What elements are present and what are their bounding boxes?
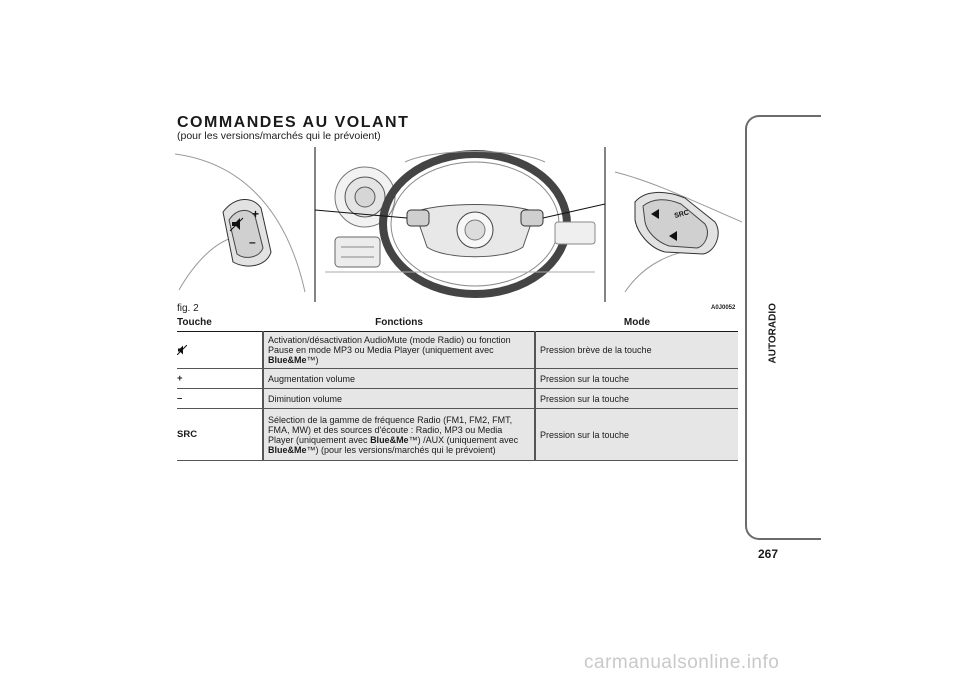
- mode-mute: Pression brève de la touche: [535, 332, 738, 369]
- header-fonctions: Fonctions: [375, 317, 423, 328]
- mute-speaker-icon: [177, 345, 187, 355]
- watermark: carmanualsonline.info: [584, 652, 780, 673]
- table-row: [177, 332, 738, 369]
- mode-src: Pression sur la touche: [535, 409, 738, 461]
- function-mute: Activation/désactivation AudioMute (mode Radio) ou fonction Pause en mode MP3 ou Media Player (uniquement avec Blue&Me™): [263, 332, 535, 369]
- function-minus: Diminution volume: [263, 389, 535, 409]
- controls-table: [177, 315, 738, 461]
- left-button-plus-label: +: [252, 207, 260, 221]
- page-number: 267: [758, 547, 779, 561]
- steering-wheel-illustration: [175, 142, 742, 302]
- mode-minus: Pression sur la touche: [535, 389, 738, 409]
- key-plus: +: [177, 369, 263, 389]
- header-mode: Mode: [623, 317, 650, 328]
- table-row: [177, 389, 738, 409]
- function-plus: Augmentation volume: [263, 369, 535, 389]
- figure-label: fig. 2: [177, 303, 199, 314]
- wheel-center-panel: [315, 147, 605, 302]
- left-button-minus-label: –: [249, 235, 256, 249]
- table-row: [177, 369, 738, 389]
- mode-plus: Pression sur la touche: [535, 369, 738, 389]
- key-minus: –: [177, 389, 263, 409]
- right-button-src-label: SRC: [673, 209, 690, 220]
- right-control-detail: [615, 172, 742, 292]
- chapter-tab: [745, 115, 821, 540]
- section-subtitle: (pour les versions/marchés qui le prévoient): [177, 130, 381, 142]
- figure-code: A0J0052: [711, 305, 736, 311]
- key-mute: [177, 332, 263, 369]
- table-row: [177, 409, 738, 461]
- section-title: COMMANDES AU VOLANT: [177, 114, 410, 131]
- table-header-row: [177, 315, 738, 332]
- chapter-tab-label: AUTORADIO: [767, 303, 779, 364]
- key-src: SRC: [177, 409, 263, 461]
- function-src: Sélection de la gamme de fréquence Radio (FM1, FM2, FMT, FMA, MW) et des sources d'écoute : Radio, MP3 ou Media Player (uniquement avec Blue&Me™) /AUX (uniquement avec Blue&Me™) (pour les versions/marchés qui le prévoient): [263, 409, 535, 461]
- header-touche: Touche: [177, 317, 212, 328]
